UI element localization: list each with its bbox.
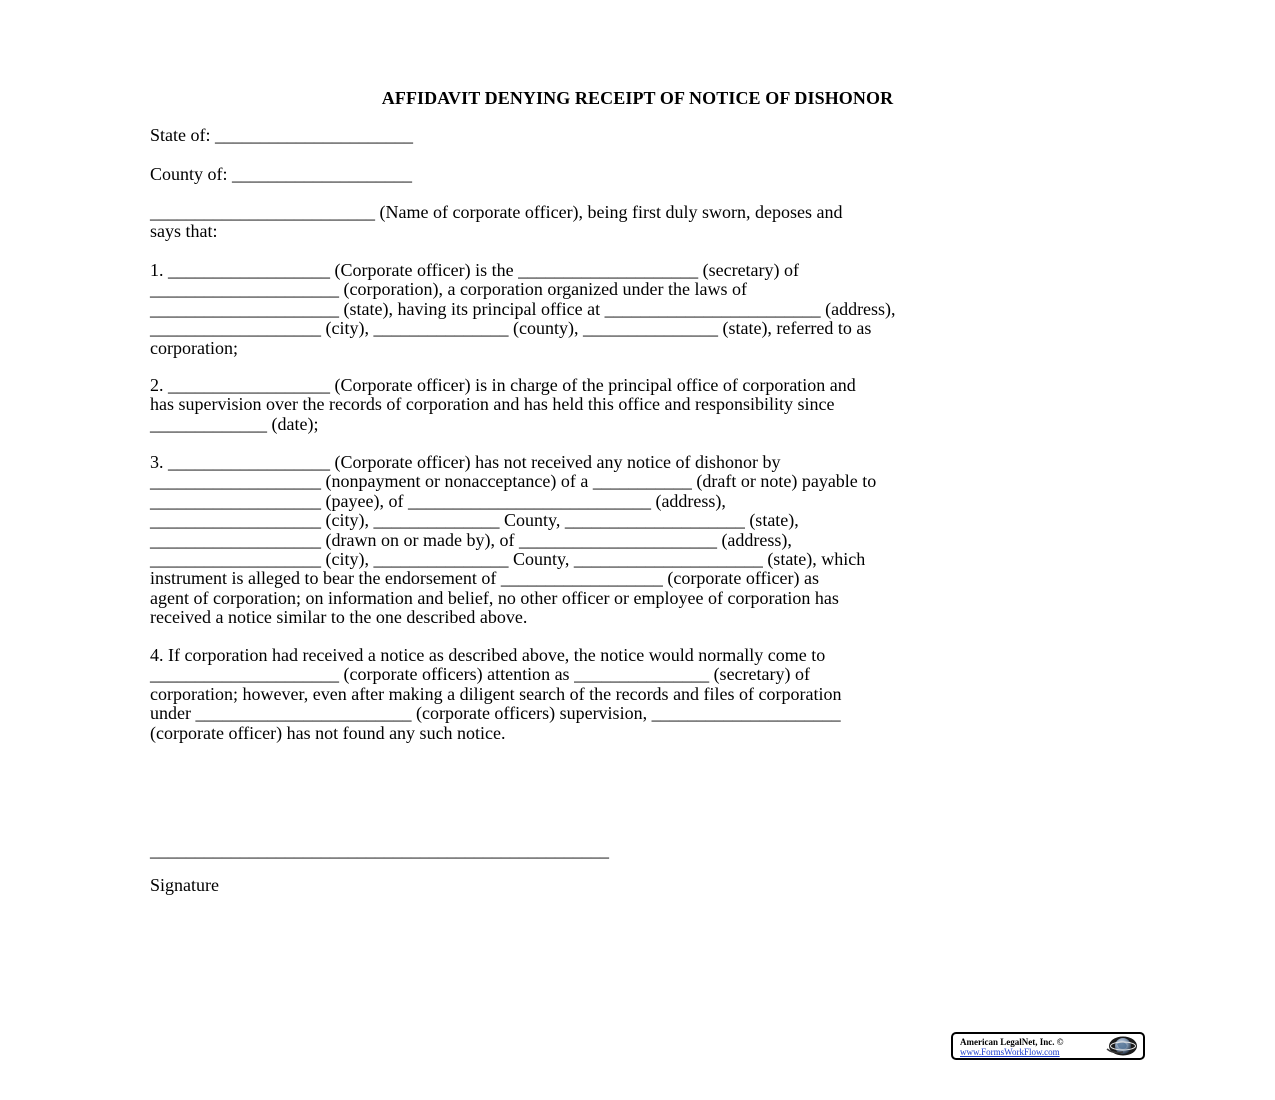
paragraph-line: _____________________ (corporate officers) attention as _______________ (secretary) of	[150, 664, 810, 685]
paragraph-line: under ________________________ (corporate officers) supervision, _____________________	[150, 703, 841, 724]
paragraph-line: _____________ (date);	[150, 413, 319, 434]
intro-line: _________________________ (Name of corporate officer), being first duly sworn, deposes and	[150, 202, 843, 222]
paragraph-line: 3. __________________ (Corporate officer) has not received any notice of dishonor by	[150, 452, 781, 472]
paragraph-line: ___________________ (city), _______________ (county), _______________ (state), referred to as	[150, 318, 872, 339]
legalnet-badge	[951, 1032, 1145, 1060]
paragraph-line: corporation;	[150, 337, 238, 358]
document-title: AFFIDAVIT DENYING RECEIPT OF NOTICE OF DISHONOR	[381, 88, 894, 108]
paragraph-line: (corporate officer) has not found any such notice.	[150, 722, 506, 743]
paragraph-2	[150, 376, 1135, 434]
paragraph-4	[150, 646, 1135, 743]
paragraph-line: ___________________ (drawn on or made by), of ______________________ (address),	[150, 529, 792, 550]
signature-line: ___________________________________________________	[150, 840, 609, 860]
paragraph-line: has supervision over the records of corporation and has held this office and responsibility since	[150, 394, 835, 415]
paragraph-line: ___________________ (nonpayment or nonacceptance) of a ___________ (draft or note) payable to	[150, 471, 877, 492]
paragraph-line: 1. __________________ (Corporate officer) is the ____________________ (secretary) of	[150, 260, 800, 280]
paragraph-line: corporation; however, even after making a diligent search of the records and files of corporation	[150, 683, 842, 704]
paragraph-line: _____________________ (corporation), a corporation organized under the laws of	[150, 279, 748, 300]
paragraph-line: _____________________ (state), having its principal office at ________________________ (address),	[150, 298, 896, 319]
paragraph-line: ___________________ (city), _______________ County, _____________________ (state), which	[150, 549, 866, 570]
paragraph-1	[150, 261, 1135, 358]
globe-logo-icon	[1103, 1035, 1139, 1057]
paragraph-3	[150, 453, 1135, 628]
intro-line: says that:	[150, 221, 218, 242]
signature-label: Signature	[150, 875, 219, 895]
state-field-line: State of: ______________________	[150, 125, 413, 145]
paragraph-line: received a notice similar to the one described above.	[150, 607, 528, 628]
paragraph-line: instrument is alleged to bear the endorsement of __________________ (corporate officer) as	[150, 568, 819, 589]
intro-paragraph	[150, 203, 1135, 242]
paragraph-line: agent of corporation; on information and belief, no other officer or employee of corporation has	[150, 587, 839, 608]
paragraph-line: 2. __________________ (Corporate officer) is in charge of the principal office of corporation and	[150, 375, 856, 395]
county-field-line: County of: ____________________	[150, 164, 413, 184]
paragraph-line: 4. If corporation had received a notice as described above, the notice would normally come to	[150, 645, 826, 665]
paragraph-line: ___________________ (city), ______________ County, ____________________ (state),	[150, 510, 799, 531]
paragraph-line: ___________________ (payee), of ___________________________ (address),	[150, 490, 726, 511]
badge-url-link[interactable]: www.FormsWorkFlow.com	[960, 1047, 1060, 1057]
badge-company-name: American LegalNet, Inc. ©	[960, 1037, 1064, 1047]
